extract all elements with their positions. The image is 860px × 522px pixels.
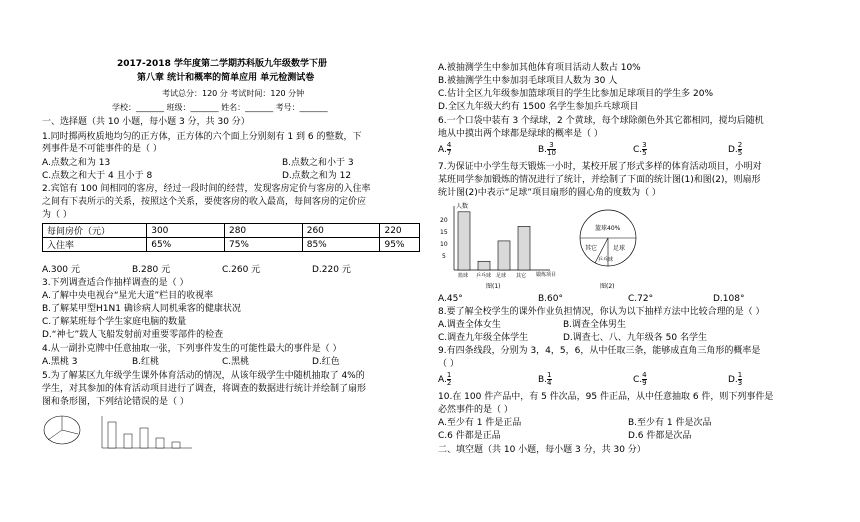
option-b: B.至少有 1 件是次品: [628, 418, 712, 428]
option-c: C.260 元: [222, 265, 261, 275]
question-text: 统计图(2)中表示“足球”项目扇形的圆心角的度数为（ ）: [438, 188, 661, 198]
table-cell: 300: [147, 224, 225, 238]
option-a: A.被抽测学生中参加其他体育项目活动人数占 10%: [438, 63, 641, 73]
section-heading: 一、选择题（共 10 小题，每小题 3 分，共 30 分）: [42, 117, 250, 127]
option-b: B.点数之和小于 3: [282, 158, 354, 168]
option-c: C.了解某班每个学生家庭电脑的数量: [42, 317, 187, 327]
option-d: D. $\frac{2}{5}$: [728, 141, 743, 157]
option-b: B.被抽测学生中参加羽毛球项目人数为 30 人: [438, 76, 618, 86]
bar: [458, 212, 470, 270]
chapter-title: 第八章 统计和概率的简单应用 单元检测试卷: [137, 73, 315, 83]
pie-chart: [580, 210, 636, 290]
question-text: 列事件是不可能事件的是（ ）: [42, 144, 162, 154]
y-axis-label: 人数: [456, 203, 469, 210]
option-a: A.45°: [438, 294, 463, 304]
option-a: A.至少有 1 件是正品: [438, 418, 522, 428]
option-b: B.280 元: [132, 265, 171, 275]
option-c: C.6 件都是正品: [438, 431, 501, 441]
option-d: D.全区九年级大约有 1500 名学生参加乒乓球项目: [438, 102, 639, 112]
y-tick-label: 10: [440, 241, 448, 248]
table-cell: 85%: [302, 238, 380, 252]
question-text: 某班同学参加锻炼的情况进行了统计，并绘制了下面的统计图(1)和图(2)，则扇形: [438, 175, 761, 185]
figure-caption: 图(1): [486, 283, 501, 290]
bar: [518, 226, 530, 270]
q7-figure: [438, 200, 668, 292]
question-text: （ ）: [438, 359, 459, 369]
x-axis-label: 锻炼项目: [536, 272, 557, 278]
option-b: B.了解某甲型H1N1 确诊病人同机乘客的健康状况: [42, 304, 241, 314]
bar: [478, 261, 490, 270]
question-text: 8.要了解全校学生的课外作业负担情况，你认为以下抽样方法中比较合理的是（ ）: [438, 307, 765, 317]
option-a: A.300 元: [42, 265, 80, 275]
option-d: D.6 件都是次品: [628, 431, 692, 441]
option-b: B.调查全体男生: [563, 320, 627, 330]
option-b: B. $\frac{3}{10}$: [538, 141, 556, 157]
bar-thumb: [156, 438, 164, 448]
bar: [498, 241, 510, 270]
question-text: 学生，对其参加的体育活动项目进行了调查，将调查的数据进行统计并绘制了扇形: [42, 384, 367, 394]
question-text: 2.宾馆有 100 间相同的客房，经过一段时间的经营，发现客房定价与客房的入住率: [42, 184, 371, 194]
bar-thumb: [108, 422, 116, 448]
section-heading: 二、填空题（共 10 小题，每小题 3 分，共 30 分）: [438, 445, 646, 455]
option-d: D.220 元: [312, 265, 351, 275]
option-b: B.60°: [538, 294, 563, 304]
table-row: [43, 224, 420, 238]
y-tick-label: 5: [442, 253, 446, 260]
student-info-line: 学校：_______ 班级：_______ 姓名：_______ 考号：_______: [112, 103, 328, 112]
table-cell: 260: [302, 224, 380, 238]
option-a: A.调查全体女生: [438, 320, 501, 330]
question-text: 7.为保证中小学生每天锻炼一小时，某校开展了形式多样的体育活动项目，小明对: [438, 162, 762, 172]
y-tick-label: 20: [440, 217, 448, 224]
x-tick-label: 其它: [516, 273, 527, 279]
option-c: C.点数之和大于 4 且小于 8: [42, 171, 153, 181]
bar-chart: [440, 202, 556, 290]
question-text: 6.一个口袋中装有 3 个绿球，2 个黄球，每个球除颜色外其它都相同，搅均后随机: [438, 116, 764, 126]
option-c: C.72°: [628, 294, 654, 304]
option-a: A. $\frac{4}{7}$: [438, 141, 452, 157]
option-c: C.黑桃: [222, 357, 250, 367]
x-tick-label: 足球: [496, 273, 507, 279]
option-d: D.点数之和为 12: [282, 171, 352, 181]
option-b: B. $\frac{1}{4}$: [538, 371, 552, 387]
question-text: 5.为了解某区九年级学生课外体育活动的情况，从该年级学生中随机抽取了 4%的: [42, 371, 365, 381]
option-a: A. $\frac{1}{2}$: [438, 371, 452, 387]
question-text: 9.有四条线段，分别为 3，4，5，6，从中任取三条，能够成直角三角形的概率是: [438, 346, 761, 356]
option-d: D.调查七、八、九年级各 50 名学生: [563, 333, 707, 343]
pie-slice-label: 乒乓球: [598, 257, 614, 263]
option-c: C.估计全区九年级参加篮球项目的学生比参加足球项目的学生多 20%: [438, 89, 714, 99]
exam-meta: 考试总分：120 分 考试时间：120 分钟: [162, 89, 305, 98]
option-a: A.黑桃 3: [42, 357, 78, 367]
q5-figure: [42, 412, 232, 456]
question-text: 10.在 100 件产品中，有 5 件次品，95 件正品，从中任意抽取 6 件，则下列事件是: [438, 392, 774, 402]
question-text: 图和条形图，下列结论错误的是（ ）: [42, 397, 189, 407]
bar-thumb: [140, 428, 148, 448]
question-text: 4.从一副扑克牌中任意抽取一张，下列事件发生的可能性最大的事件是（ ）: [42, 344, 342, 354]
bar-thumb: [172, 442, 180, 448]
price-occupancy-table: [42, 223, 420, 252]
x-tick-label: 乒乓球: [476, 273, 492, 279]
pie-slice-label: 篮球40%: [595, 225, 621, 232]
pie-slice-label: 其它: [585, 245, 598, 252]
question-text: 地从中摸出两个球都是绿球的概率是（ ）: [438, 129, 603, 139]
option-d: D. $\frac{1}{3}$: [728, 371, 743, 387]
question-text: 为（ ）: [42, 210, 72, 220]
option-d: D.红色: [312, 357, 340, 367]
option-c: C. $\frac{4}{9}$: [633, 371, 647, 387]
option-d: D.108°: [713, 294, 745, 304]
exam-title: 2017-2018 学年度第二学期苏科版九年级数学下册: [117, 59, 327, 69]
y-tick-label: 15: [440, 229, 448, 236]
x-tick-label: 篮球: [458, 273, 469, 279]
table-cell: 280: [224, 224, 302, 238]
question-text: 之间有下表所示的关系，按照这个关系，要使客房的收入最高，每间客房的定价应: [42, 197, 367, 207]
option-b: B.红桃: [132, 357, 160, 367]
table-cell: 每间房价（元）: [43, 224, 147, 238]
question-text: 3.下列调查适合作抽样调查的是（ ）: [42, 278, 189, 288]
table-cell: 入住率: [43, 238, 147, 252]
table-row: [43, 238, 420, 252]
table-cell: 75%: [224, 238, 302, 252]
option-c: C. $\frac{3}{5}$: [633, 141, 647, 157]
table-cell: 65%: [147, 238, 225, 252]
table-cell: 220: [380, 224, 420, 238]
option-d: D.“神七”载人飞船发射前对重要零部件的检查: [42, 330, 224, 340]
question-text: 必然事件的是（ ）: [438, 405, 513, 415]
question-text: 1.同时掷两枚质地均匀的正方体，正方体的六个面上分别刻有 1 到 6 的整数，下: [42, 132, 362, 142]
option-a: A.了解中央电视台“星光大道”栏目的收视率: [42, 291, 214, 301]
option-c: C.调查九年级全体学生: [438, 333, 529, 343]
figure-caption: 图(2): [600, 283, 615, 290]
bar-thumb: [124, 434, 132, 448]
option-a: A.点数之和为 13: [42, 158, 111, 168]
table-cell: 95%: [380, 238, 420, 252]
pie-slice-label: 足球: [613, 245, 626, 252]
